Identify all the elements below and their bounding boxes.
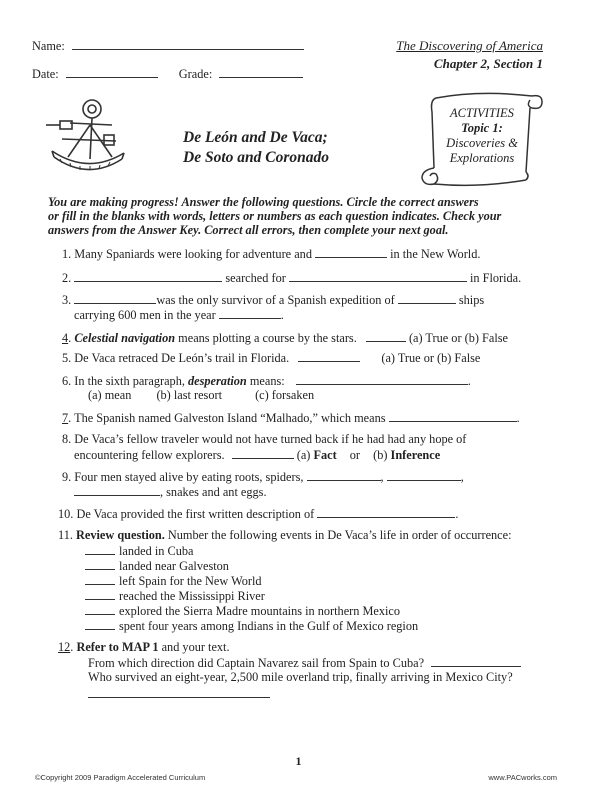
q5-options[interactable]: (a) True or (b) False — [381, 351, 481, 365]
question-7 — [62, 410, 520, 426]
q3-text: was the only survivor of a Spanish expedition of — [156, 293, 395, 307]
q11-event-label: landed in Cuba — [119, 544, 194, 558]
q3-blank-1[interactable] — [74, 292, 156, 304]
name-field[interactable] — [72, 38, 304, 50]
q11-event-blank[interactable] — [85, 588, 115, 600]
q4-text: means plotting a course by the stars. — [178, 331, 357, 345]
question-6 — [62, 373, 471, 389]
page-number: 1 — [295, 754, 302, 768]
q9-text-2: , snakes and ant eggs. — [160, 485, 267, 499]
q5-blank[interactable] — [298, 350, 360, 362]
scroll-topic: Topic 1: — [461, 121, 503, 135]
q8-or: or — [349, 448, 361, 462]
question-9-line2 — [74, 484, 267, 500]
question-9 — [62, 469, 464, 485]
lesson-title — [183, 128, 329, 168]
q7-blank[interactable] — [389, 410, 517, 422]
q12-answer-line — [88, 686, 270, 702]
q12-line1: From which direction did Captain Navarez sail from Spain to Cuba? — [88, 656, 425, 670]
q6-end: . — [467, 374, 471, 388]
q3-end: . — [280, 308, 284, 322]
q9-comma: , — [380, 470, 384, 484]
q3-blank-3[interactable] — [219, 307, 281, 319]
q11-event-blank[interactable] — [85, 543, 115, 555]
q12-label-tail: and your text. — [161, 640, 230, 654]
question-12-line1 — [88, 655, 521, 671]
q11-event-label: explored the Sierra Madre mountains in northern Mexico — [119, 604, 401, 618]
q6-term: desperation — [188, 374, 247, 388]
instructions-line2: or fill in the blanks with words, letters or numbers as each question indicates. Check your — [48, 209, 502, 223]
question-2 — [62, 270, 521, 286]
q8-text-2: encountering fellow explorers. — [74, 448, 225, 462]
q10-blank[interactable] — [317, 506, 455, 518]
q2-text: searched for — [225, 271, 286, 285]
q11-label: Review question. — [76, 528, 165, 542]
q1-text-end: in the New World. — [390, 247, 481, 261]
q3-blank-2[interactable] — [398, 292, 456, 304]
instructions-line1: You are making progress! Answer the following questions. Circle the correct answers — [48, 195, 479, 209]
instructions — [48, 195, 501, 237]
q11-event-3 — [85, 573, 262, 589]
q7-text: . The Spanish named Galveston Island “Malhado,” which means — [68, 411, 386, 425]
q6-option-a[interactable]: (a) mean — [88, 388, 132, 402]
question-10 — [58, 506, 458, 522]
copyright: ©Copyright 2009 Paradigm Accelerated Curriculum — [35, 773, 206, 782]
q8-text: 8. De Vaca’s fellow traveler would not have turned back if he had had any hope of — [62, 432, 467, 446]
q12-label: Refer to MAP 1 — [76, 640, 159, 654]
grade-label: Grade: — [178, 67, 213, 81]
q10-text: 10. De Vaca provided the first written description of — [58, 507, 315, 521]
q1-text: 1. Many Spaniards were looking for adventure and — [62, 247, 312, 261]
scroll-line1: Discoveries & — [446, 136, 518, 150]
q8-inference[interactable]: Inference — [390, 448, 441, 462]
question-12 — [58, 640, 230, 655]
q11-event-label: left Spain for the New World — [119, 574, 262, 588]
date-field[interactable] — [66, 66, 158, 78]
q6-text-2: means: — [249, 374, 285, 388]
scroll-activities: ACTIVITIES — [450, 106, 514, 120]
q11-event-blank[interactable] — [85, 558, 115, 570]
website-link[interactable]: www.PACworks.com — [488, 773, 557, 782]
q4-blank[interactable] — [366, 330, 406, 342]
question-8 — [62, 432, 466, 447]
sextant-icon — [40, 95, 130, 181]
q12-dot: . — [70, 640, 74, 654]
q7-num: 7 — [62, 411, 69, 425]
name-label: Name: — [32, 39, 65, 53]
question-6-options — [88, 388, 314, 403]
q2-blank-1[interactable] — [74, 270, 222, 282]
q11-event-label: landed near Galveston — [119, 559, 229, 573]
q1-blank[interactable] — [315, 246, 387, 258]
q2-text-end: in Florida. — [469, 271, 522, 285]
q11-event-1 — [85, 543, 193, 559]
q8-option-a[interactable]: (a) — [296, 448, 311, 462]
q11-event-2 — [85, 558, 229, 574]
question-3-line2 — [74, 307, 284, 323]
q11-num: 11. — [58, 528, 73, 542]
q7-end: . — [516, 411, 520, 425]
q12-line2: Who survived an eight-year, 2,500 mile overland trip, finally arriving in Mexico City? — [88, 670, 513, 684]
q4-num: 4 — [62, 331, 69, 345]
q11-event-label: reached the Mississippi River — [119, 589, 265, 603]
question-3 — [62, 292, 484, 308]
question-11 — [58, 528, 512, 543]
question-5 — [62, 350, 480, 366]
grade-field[interactable] — [219, 66, 303, 78]
q6-blank[interactable] — [296, 373, 468, 385]
q9-blank-3[interactable] — [74, 484, 160, 496]
q8-option-b[interactable]: (b) — [373, 448, 388, 462]
q12-blank-2[interactable] — [88, 686, 270, 698]
lesson-title-line2: De Soto and Coronado — [183, 149, 329, 166]
q12-num: 12 — [58, 640, 71, 654]
q9-text: 9. Four men stayed alive by eating roots, spiders, — [62, 470, 304, 484]
course-title: The Discovering of America — [396, 38, 543, 53]
lesson-title-line1: De León and De Vaca; — [183, 129, 328, 146]
question-12-line2 — [88, 670, 513, 685]
q6-option-b[interactable]: (b) last resort — [156, 388, 222, 402]
date-label: Date: — [32, 67, 59, 81]
q6-option-c[interactable]: (c) forsaken — [255, 388, 315, 402]
q11-text: Number the following events in De Vaca’s life in order of occurrence: — [167, 528, 512, 542]
q11-event-label: spent four years among Indians in the Gulf of Mexico region — [119, 619, 419, 633]
name-row — [32, 38, 304, 54]
scroll-text — [428, 106, 536, 166]
question-1 — [62, 246, 480, 262]
q12-blank-1[interactable] — [431, 655, 521, 667]
q10-end: . — [455, 507, 459, 521]
q11-event-5 — [85, 603, 400, 619]
date-grade-row — [32, 66, 303, 82]
q11-event-blank[interactable] — [85, 603, 115, 615]
chapter-section: Chapter 2, Section 1 — [433, 56, 543, 71]
q9-blank-1[interactable] — [307, 469, 381, 481]
instructions-line3: answers from the Answer Key. Correct all errors, then complete your next goal. — [48, 223, 449, 237]
q9-comma-2: , — [460, 470, 464, 484]
q6-text: 6. In the sixth paragraph, — [62, 374, 185, 388]
q4-options[interactable]: (a) True or (b) False — [408, 331, 508, 345]
q3-text-ships: ships — [458, 293, 485, 307]
q4-term: Celestial navigation — [74, 331, 176, 345]
q2-num: 2. — [62, 271, 72, 285]
q3-text-2: carrying 600 men in the year — [74, 308, 216, 322]
scroll-line2: Explorations — [449, 151, 515, 165]
q11-event-blank[interactable] — [85, 618, 115, 630]
q2-blank-2[interactable] — [289, 270, 467, 282]
q9-blank-2[interactable] — [387, 469, 461, 481]
q3-num: 3. — [62, 293, 72, 307]
q8-blank[interactable] — [232, 447, 294, 459]
q4-dot: . — [68, 331, 72, 345]
question-8-line2 — [74, 447, 440, 463]
q8-fact[interactable]: Fact — [313, 448, 337, 462]
q11-event-blank[interactable] — [85, 573, 115, 585]
question-4 — [62, 330, 508, 346]
q11-event-4 — [85, 588, 265, 604]
q11-event-6 — [85, 618, 418, 634]
q5-text: 5. De Vaca retraced De León’s trail in Florida. — [62, 351, 290, 365]
